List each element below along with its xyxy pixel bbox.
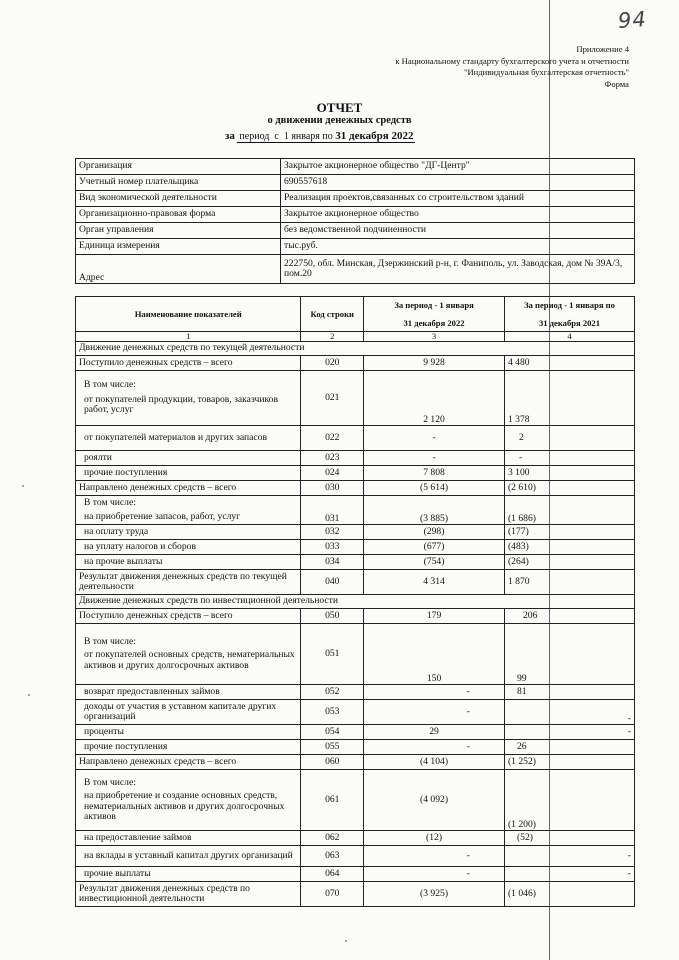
row-previous: (483) [504, 540, 634, 555]
row-previous: 3 100 [504, 466, 634, 481]
row-previous: 26 [504, 740, 634, 755]
row-code: 054 [301, 725, 364, 740]
table-row [76, 451, 635, 466]
row-code: 064 [301, 867, 364, 882]
row-current: (3 925) [364, 882, 505, 907]
row-name: на прочие выплаты [76, 555, 301, 570]
row-code: 024 [301, 466, 364, 481]
row-current: (4 092) [364, 770, 505, 831]
in-that-number-label: В том числе: [84, 497, 136, 508]
org-label: Адрес [76, 255, 281, 284]
row-name [76, 624, 301, 685]
scan-speck [28, 694, 30, 696]
org-value: без ведомственной подчиненности [281, 223, 635, 239]
org-value: тыс.руб. [281, 239, 635, 255]
row-code: 040 [301, 570, 364, 595]
org-label: Организационно-правовая форма [76, 207, 281, 223]
org-row [76, 207, 635, 223]
row-current: 7 808 [364, 466, 505, 481]
row-current: (12) [364, 831, 505, 846]
row-current: 2 120 [364, 371, 505, 426]
row-current: (3 885) [364, 496, 505, 525]
table-row [76, 609, 635, 624]
row-current: (5 614) [364, 481, 505, 496]
row-name: Направлено денежных средств – всего [76, 755, 301, 770]
row-code: 051 [301, 624, 364, 685]
row-current: 150 [364, 624, 505, 685]
row-current: - [364, 700, 505, 725]
in-that-number-label: В том числе: [84, 776, 136, 788]
table-row [76, 685, 635, 700]
row-previous: (1 046) [504, 882, 634, 907]
row-current: (677) [364, 540, 505, 555]
cash-flow-table [75, 296, 635, 907]
period-word: период [239, 131, 270, 142]
table-row [76, 770, 635, 831]
org-label: Вид экономической деятельности [76, 191, 281, 207]
scan-speck [22, 485, 24, 487]
row-name: прочие поступления [76, 740, 301, 755]
row-current: (298) [364, 525, 505, 540]
handwritten-page-number: 94 [617, 7, 648, 33]
table-header-row [76, 297, 635, 332]
section-row [76, 342, 635, 356]
row-name [76, 770, 301, 831]
table-row [76, 725, 635, 740]
row-name-text: на приобретение и создание основных средств, нематериальных активов и других долгосрочных активов [84, 790, 285, 822]
appendix-line: Форма [604, 78, 629, 89]
table-row [76, 740, 635, 755]
period-end: 31 декабря 2022 [335, 130, 414, 142]
row-code: 033 [301, 540, 364, 555]
row-current: - [364, 451, 505, 466]
appendix-note [395, 44, 629, 90]
row-code: 055 [301, 740, 364, 755]
org-value: Закрытое акционерное общество "ДГ-Центр" [281, 159, 635, 175]
row-name: роялти [76, 451, 301, 466]
header-current-period-line2: 31 декабря 2022 [403, 317, 465, 328]
row-previous: (1 200) [504, 770, 634, 831]
appendix-line: "Индивидуальная бухгалтерская отчетность" [463, 67, 629, 77]
org-row [76, 223, 635, 239]
in-that-number-label: В том числе: [84, 635, 136, 647]
column-number: 2 [301, 332, 364, 342]
row-code: 022 [301, 426, 364, 451]
scan-speck [345, 940, 347, 942]
row-name: Поступило денежных средств – всего [76, 356, 301, 371]
row-name: на вклады в уставный капитал других организаций [76, 846, 301, 867]
table-row [76, 831, 635, 846]
report-title: ОТЧЕТ [316, 100, 363, 115]
table-row [76, 540, 635, 555]
row-previous: 4 480 [504, 356, 634, 371]
section-row [76, 595, 635, 609]
row-code: 070 [301, 882, 364, 907]
table-row [76, 846, 635, 867]
table-row [76, 525, 635, 540]
org-value: Закрытое акционерное общество [281, 207, 635, 223]
row-name: Результат движения денежных средств по инвестиционной деятельности [76, 882, 301, 907]
row-current: - [364, 846, 505, 867]
in-that-number-label: В том числе: [84, 379, 136, 391]
row-code: 060 [301, 755, 364, 770]
row-current: (754) [364, 555, 505, 570]
row-code: 050 [301, 609, 364, 624]
period-prefix: за [225, 130, 235, 142]
header-current-period [364, 297, 505, 332]
row-name: Результат движения денежных средств по текущей деятельности [76, 570, 301, 595]
header-previous-period-line1: За период - 1 января по [524, 300, 615, 310]
row-name: Поступило денежных средств – всего [76, 609, 301, 624]
organization-info-table [75, 158, 635, 284]
row-code: 032 [301, 525, 364, 540]
row-code: 053 [301, 700, 364, 725]
table-row [76, 570, 635, 595]
org-label: Единица измерения [76, 239, 281, 255]
table-row [76, 371, 635, 426]
row-name: на оплату труда [76, 525, 301, 540]
row-current: - [364, 740, 505, 755]
row-previous: 1 870 [504, 570, 634, 595]
period-mid: 1 января по [283, 131, 333, 142]
org-value: 690557618 [281, 175, 635, 191]
appendix-line: Приложение 4 [576, 44, 629, 54]
row-name-text: от покупателей продукции, товаров, заказчиков работ, услуг [84, 393, 279, 416]
table-row [76, 555, 635, 570]
row-name-text: от покупателей основных средств, нематериальных активов и других долгосрочных активов [84, 649, 295, 671]
header-current-period-line1: За период - 1 января [394, 300, 474, 310]
table-row [76, 496, 635, 525]
row-name [76, 496, 301, 525]
row-name: на предоставление займов [76, 831, 301, 846]
row-current: (4 104) [364, 755, 505, 770]
header-previous-period-line2: 31 декабря 2021 [538, 317, 601, 328]
row-previous: 81 [504, 685, 634, 700]
row-code: 030 [301, 481, 364, 496]
row-previous: 1 378 [504, 371, 634, 426]
row-code: 052 [301, 685, 364, 700]
table-row [76, 624, 635, 685]
row-name: возврат предоставленных займов [76, 685, 301, 700]
row-previous: (52) [504, 831, 634, 846]
appendix-line: к Национальному стандарту бухгалтерского учета и отчетности [395, 55, 629, 66]
section-title-operating: Движение денежных средств по текущей деятельности [76, 342, 635, 356]
org-label: Орган управления [76, 223, 281, 239]
row-name-text: на приобретение запасов, работ, услуг [84, 510, 241, 522]
row-name: доходы от участия в уставном капитале других организаций [76, 700, 301, 725]
row-code: 063 [301, 846, 364, 867]
table-row [76, 356, 635, 371]
row-previous: (2 610) [504, 481, 634, 496]
table-row [76, 700, 635, 725]
row-previous: (1 252) [504, 755, 634, 770]
table-row [76, 867, 635, 882]
row-previous: - [504, 846, 634, 867]
org-row [76, 255, 635, 284]
org-label: Организация [76, 159, 281, 175]
report-subtitle: о движении денежных средств [267, 115, 412, 126]
table-row [76, 481, 635, 496]
row-current: - [364, 426, 505, 451]
row-previous: (264) [504, 555, 634, 570]
column-number: 4 [504, 332, 634, 342]
table-row [76, 755, 635, 770]
org-row [76, 159, 635, 175]
row-name: на уплату налогов и сборов [76, 540, 301, 555]
org-value: 222750, обл. Минская, Дзержинский р-н, г. Фаниполь, ул. Заводская, дом № 39А/3, пом.20 [281, 255, 635, 284]
row-name: Направлено денежных средств – всего [76, 481, 301, 496]
row-code: 020 [301, 356, 364, 371]
org-label: Учетный номер плательщика [76, 175, 281, 191]
org-value: Реализация проектов,связанных со строительством зданий [281, 191, 635, 207]
row-code: 031 [301, 496, 364, 525]
row-current: - [364, 867, 505, 882]
row-previous: - [504, 451, 634, 466]
row-current: - [364, 685, 505, 700]
header-previous-period [504, 297, 634, 332]
row-code: 023 [301, 451, 364, 466]
row-previous: 99 [504, 624, 634, 685]
table-row [76, 466, 635, 481]
row-name: прочие поступления [76, 466, 301, 481]
report-period [225, 130, 415, 142]
row-name: от покупателей материалов и других запасов [76, 426, 301, 451]
org-row [76, 175, 635, 191]
row-current: 9 928 [364, 356, 505, 371]
column-number: 1 [76, 332, 301, 342]
row-current: 4 314 [364, 570, 505, 595]
row-previous: - [504, 700, 634, 725]
row-current: 179 [364, 609, 505, 624]
row-name: прочие выплаты [76, 867, 301, 882]
column-number-row [76, 332, 635, 342]
row-code: 034 [301, 555, 364, 570]
row-previous: 206 [504, 609, 634, 624]
row-name [76, 371, 301, 426]
row-previous: 2 [504, 426, 634, 451]
header-code: Код строки [301, 297, 364, 332]
org-row [76, 191, 635, 207]
row-previous: - [504, 725, 634, 740]
row-code: 061 [301, 770, 364, 831]
section-title-investing: Движение денежных средств по инвестиционной деятельности [76, 595, 635, 609]
period-from: с [274, 131, 279, 142]
org-row [76, 239, 635, 255]
table-row [76, 882, 635, 907]
row-name: проценты [76, 725, 301, 740]
row-current: 29 [364, 725, 505, 740]
header-indicator: Наименование показателей [76, 297, 301, 332]
row-previous: (177) [504, 525, 634, 540]
row-code: 062 [301, 831, 364, 846]
column-number: 3 [364, 332, 505, 342]
row-previous: (1 686) [504, 496, 634, 525]
row-previous: - [504, 867, 634, 882]
row-code: 021 [301, 371, 364, 426]
table-row [76, 426, 635, 451]
